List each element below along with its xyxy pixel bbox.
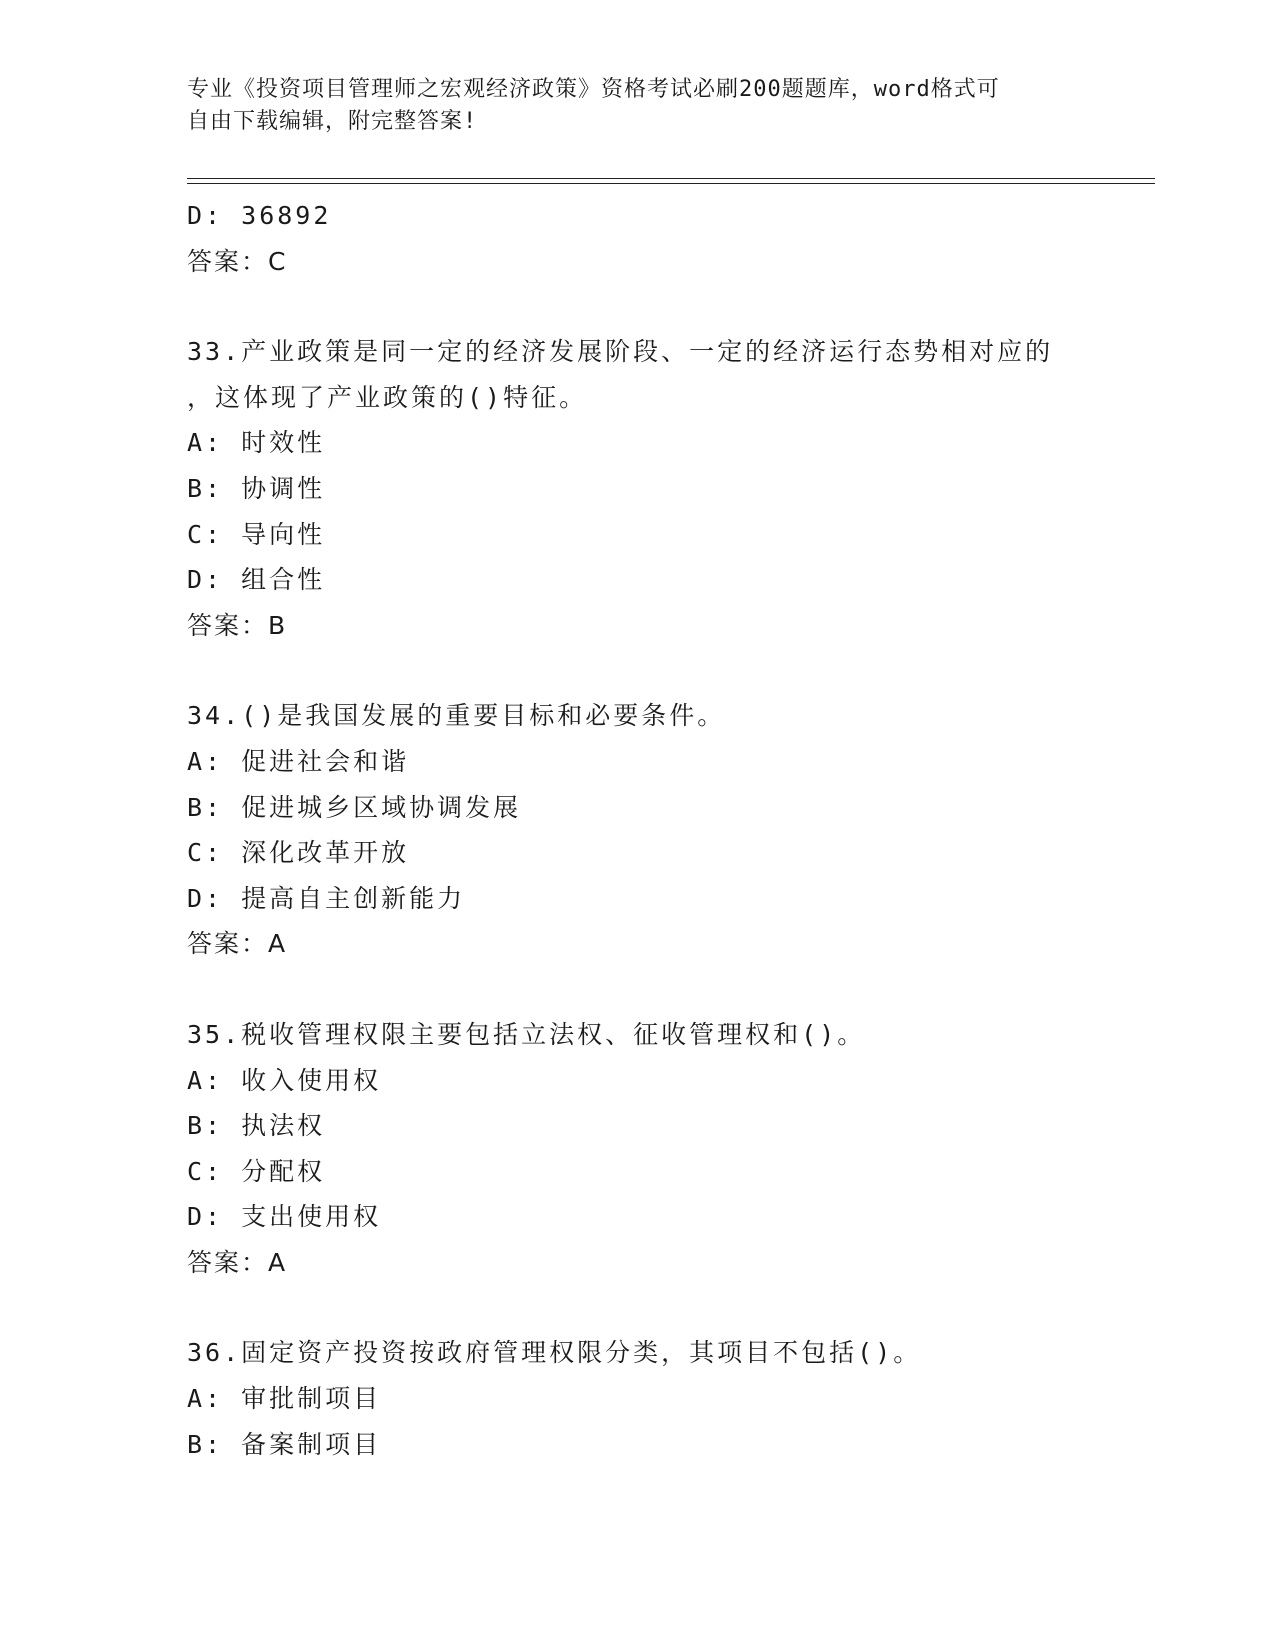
option-c: C: 分配权 xyxy=(187,1156,326,1186)
answer: 答案：A xyxy=(187,1247,288,1277)
question-32-tail xyxy=(187,193,1087,284)
option-d: D: 组合性 xyxy=(187,565,326,595)
header-divider-top xyxy=(187,178,1155,179)
answer: 答案：B xyxy=(187,610,288,640)
option-c: C: 深化改革开放 xyxy=(187,838,410,868)
option-a: A: 审批制项目 xyxy=(187,1384,382,1414)
header-line-1: 专业《投资项目管理师之宏观经济政策》资格考试必刷200题题库，word格式可 xyxy=(187,77,1000,102)
option-a: A: 收入使用权 xyxy=(187,1065,382,1095)
header-line-2: 自由下载编辑，附完整答案! xyxy=(187,109,478,134)
option-b: B: 备案制项目 xyxy=(187,1429,382,1459)
option-b: B: 协调性 xyxy=(187,473,326,503)
question-stem: 36.固定资产投资按政府管理权限分类，其项目不包括()。 xyxy=(187,1338,922,1368)
question-stem: 34.()是我国发展的重要目标和必要条件。 xyxy=(187,701,726,731)
option-a: A: 促进社会和谐 xyxy=(187,746,410,776)
question-stem-cont: ，这体现了产业政策的()特征。 xyxy=(187,382,588,412)
option-d: D: 支出使用权 xyxy=(187,1202,382,1232)
document-header xyxy=(187,74,1067,138)
question-34 xyxy=(187,693,1087,967)
question-33 xyxy=(187,329,1087,648)
answer: 答案：C xyxy=(187,246,288,276)
option-b: B: 促进城乡区域协调发展 xyxy=(187,792,522,822)
question-stem: 33.产业政策是同一定的经济发展阶段、一定的经济运行态势相对应的 xyxy=(187,337,1054,367)
option-a: A: 时效性 xyxy=(187,428,326,458)
option-b: B: 执法权 xyxy=(187,1111,326,1141)
question-35 xyxy=(187,1012,1087,1286)
option-c: C: 导向性 xyxy=(187,519,326,549)
question-stem: 35.税收管理权限主要包括立法权、征收管理权和()。 xyxy=(187,1019,866,1049)
answer: 答案：A xyxy=(187,929,288,959)
option-d: D: 提高自主创新能力 xyxy=(187,883,466,913)
question-list xyxy=(187,193,1087,1467)
question-36 xyxy=(187,1330,1087,1467)
header-divider-bottom xyxy=(187,183,1155,184)
option-d: D: 36892 xyxy=(187,201,332,230)
